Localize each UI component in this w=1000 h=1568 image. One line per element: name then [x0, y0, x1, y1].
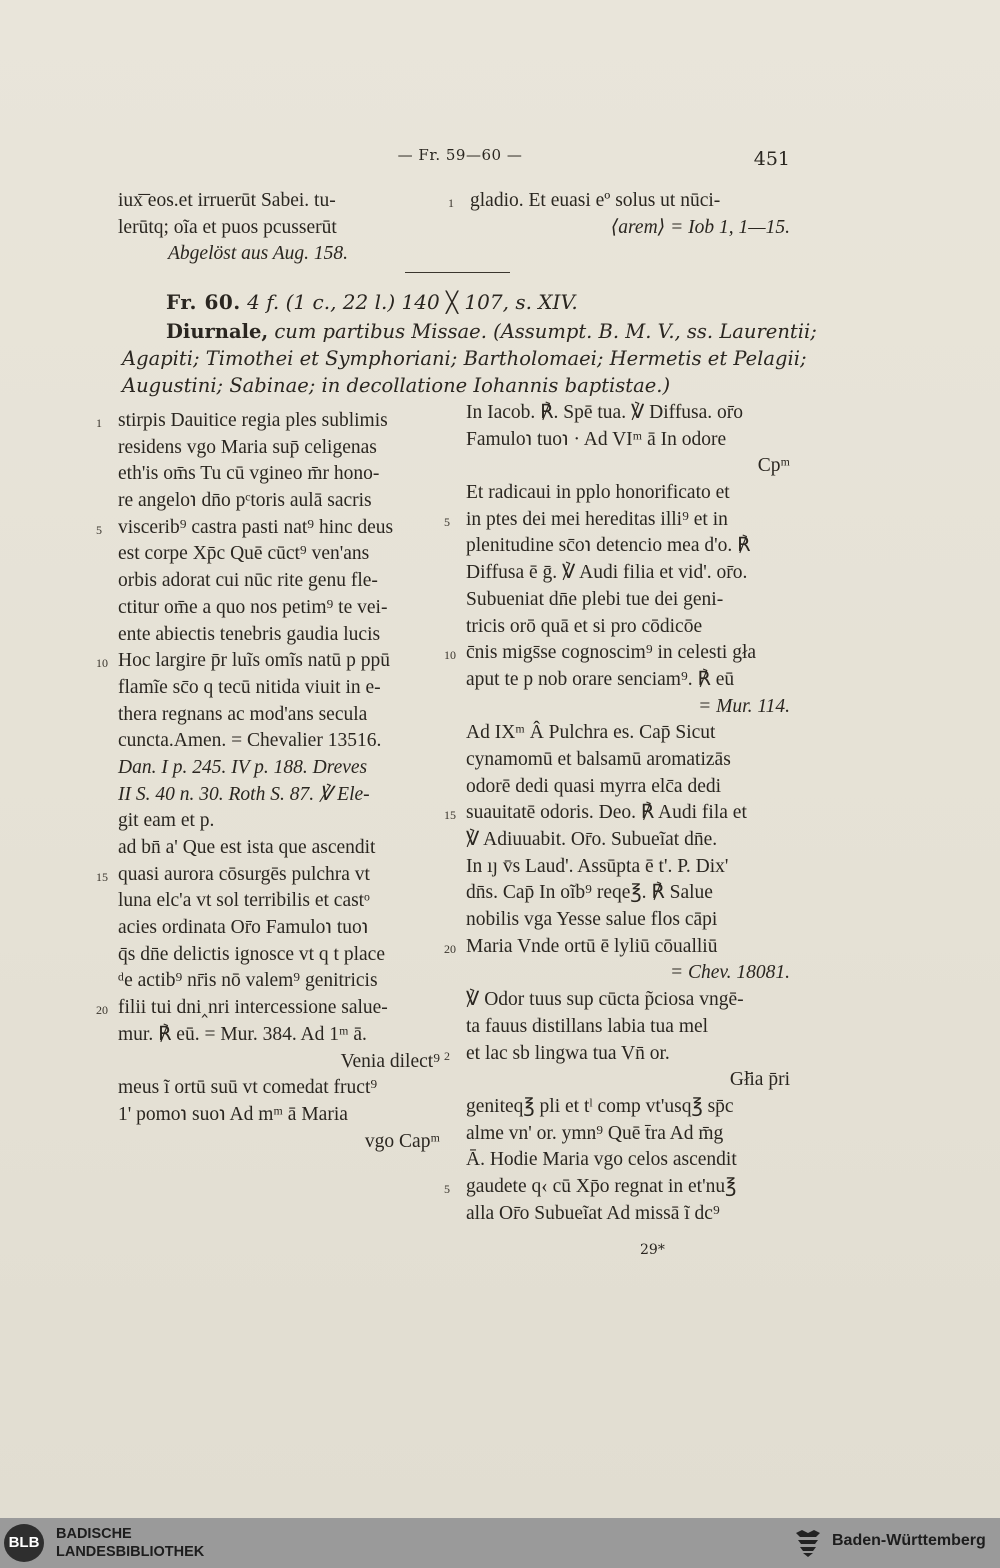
line-text: meus ĩ ortū suū vt comedat fruct⁹	[118, 1077, 378, 1099]
library-name[interactable]: BADISCHE LANDESBIBLIOTHEK	[56, 1526, 205, 1560]
text-line	[444, 800, 790, 827]
line-number: 15	[444, 808, 456, 823]
line-text: odorē dedi quasi myrra elc̄a dedi	[466, 775, 722, 797]
text-line	[444, 934, 790, 961]
line-text: Subueniat dn̄e plebi tue dei geni-	[466, 588, 724, 610]
line-text: Cpᵐ	[757, 455, 790, 477]
text-line	[118, 942, 440, 969]
section-divider	[405, 272, 510, 273]
text-line	[466, 827, 790, 854]
text-line	[466, 774, 790, 801]
text-line	[118, 541, 440, 568]
line-text: In ıȷ v̄s Laud'. Assūpta ē t'. P. Dix'	[466, 855, 729, 877]
text-line	[118, 808, 440, 835]
text-line	[466, 533, 790, 560]
line-text: ta fauus distillans labia tua mel	[466, 1015, 709, 1037]
running-header: — Fr. 59—60 —	[397, 146, 523, 164]
text-line	[96, 408, 440, 435]
line-text: ad bn̄ a' Que est ista que ascendit	[118, 837, 376, 858]
top-left-block	[118, 188, 440, 268]
line-text: filii tui dni‸nri intercessione salue-	[118, 997, 388, 1019]
line-text: = Mur. 114.	[698, 695, 790, 717]
text-line	[444, 640, 790, 667]
line-text: eth'is om̄s Tu cū vgineo m̄r hono-	[118, 463, 380, 485]
fragment-description	[122, 318, 817, 399]
line-text: Maria Vnde ortū ē lyliū cōualliū	[466, 935, 718, 957]
line-number: 10	[444, 648, 456, 663]
text-line	[466, 960, 790, 987]
top-right-block	[448, 188, 790, 241]
line-text: In Iacob. ℟. Spē tua. ℣ Diffusa. or̄o	[466, 402, 744, 423]
text-line	[118, 755, 440, 782]
footer-bar	[0, 1518, 1000, 1568]
line-text: Hoc largire p̄r luĩs omĩs natū p ppū	[118, 650, 391, 672]
line-text: suauitatē odoris. Deo. ℟ Audi fila et	[466, 802, 747, 824]
line-text: luna elc'a vt sol terribilis et castᵒ	[118, 890, 370, 912]
text-line	[466, 1094, 790, 1121]
desc-line: Augustini; Sabinae; in decollatione Iohannis baptistae.)	[122, 374, 671, 397]
text-line	[444, 1174, 790, 1201]
text-line	[118, 702, 440, 729]
line-text: Famulo℩ tuo℩ · Ad VIᵐ ā In odore	[466, 428, 727, 450]
line-text: git eam et p.	[118, 810, 215, 832]
line-text: cynamomū et balsamū aromatizās	[466, 748, 731, 770]
text-line	[466, 907, 790, 934]
line-text: II S. 40 n. 30. Roth S. 87. ℣ Ele-	[118, 783, 370, 805]
text-line	[96, 648, 440, 675]
text-line	[466, 480, 790, 507]
right-column	[444, 400, 790, 1227]
line-text: in ptes dei mei hereditas illi⁹ et in	[466, 508, 728, 530]
text-line	[466, 1121, 790, 1148]
text-line	[118, 675, 440, 702]
text-line	[466, 747, 790, 774]
line-text: 1' pomo℩ suo℩ Ad mᵐ ā Maria	[118, 1103, 348, 1125]
line-text: tricis orō quā et si pro cōdicōe	[466, 615, 703, 637]
line-text: Dan. I p. 245. IV p. 188. Dreves	[118, 756, 368, 778]
text-line	[466, 854, 790, 881]
text-line	[466, 1014, 790, 1041]
text-line	[118, 1129, 440, 1156]
line-text: residens vgo Maria sup̄ celigenas	[118, 436, 377, 458]
text-line	[444, 507, 790, 534]
blb-logo-icon[interactable]: BLB	[4, 1524, 44, 1562]
text-line: lerūtq; oĩa et puos pcusserūt	[118, 216, 337, 238]
coat-of-arms-icon	[792, 1527, 824, 1559]
text-line	[118, 1102, 440, 1129]
text-line	[466, 560, 790, 587]
text-line	[118, 1022, 440, 1049]
line-text: plenitudine sc̄o℩ detencio mea d'o. ℟	[466, 535, 751, 557]
line-text: thera regnans ac mod'ans secula	[118, 703, 368, 725]
text-line	[118, 435, 440, 462]
line-number: 5	[444, 1181, 450, 1196]
text-line	[466, 987, 790, 1014]
text-line: ⟨arem⟩ = Iob 1, 1—15.	[610, 216, 790, 238]
text-line	[466, 1147, 790, 1174]
line-text: ℣ Adiuuabit. Or̄o. Subueĩat dn̄e.	[466, 829, 718, 850]
text-line	[466, 614, 790, 641]
line-text: Diffusa ē ḡ. ℣ Audi filia et vid'. or̄o.	[466, 562, 748, 584]
text-line	[466, 720, 790, 747]
line-number: 5	[96, 522, 102, 537]
line-number: 1	[448, 196, 454, 210]
line-text: viscerib⁹ castra pasti nat⁹ hinc deus	[118, 516, 394, 538]
text-line	[466, 880, 790, 907]
line-text: Et radicaui in pplo honorificato et	[466, 482, 730, 504]
line-text: gaudete q‹ cū Xp̄o regnat in et'nu℥	[466, 1175, 737, 1197]
line-text: ℣ Odor tuus sup cūcta p̃ciosa vngē-	[466, 989, 744, 1011]
line-text: nobilis vga Yesse salue flos cāpi	[466, 909, 718, 931]
line-text: quasi aurora cōsurgēs pulchra vt	[118, 863, 370, 885]
text-line	[96, 995, 440, 1022]
text-line	[118, 728, 440, 755]
text-line	[118, 782, 440, 809]
state-name[interactable]: Baden-Württemberg	[832, 1532, 986, 1549]
line-number: 1	[96, 416, 102, 430]
line-text: ctitur om̄e a quo nos petim⁹ te vei-	[118, 596, 388, 618]
line-text: Ā. Hodie Maria vgo celos ascendit	[466, 1149, 737, 1171]
text-line	[96, 862, 440, 889]
line-text: Venia dilect⁹	[340, 1050, 440, 1072]
text-line	[118, 888, 440, 915]
text-line	[118, 835, 440, 862]
left-column	[96, 408, 440, 1155]
text-line	[118, 1075, 440, 1102]
page-number: 451	[753, 148, 790, 170]
text-line: iux͞ eos.et irruerūt Sabei. tu-	[118, 190, 336, 211]
fragment-heading	[166, 290, 578, 314]
text-line	[118, 488, 440, 515]
line-text: et lac sb lingwa tua Vn̄ or.	[466, 1042, 670, 1064]
desc-line: Agapiti; Timothei et Symphoriani; Bartholomaei; Hermetis et Pelagii;	[122, 347, 807, 370]
line-number: 20	[444, 941, 456, 956]
line-text: vgo Capᵐ	[364, 1130, 440, 1152]
text-line	[466, 694, 790, 721]
text-line	[118, 568, 440, 595]
line-text: aput te p nob orare senciam⁹. ℟ eū	[466, 668, 735, 690]
text-line	[466, 453, 790, 480]
signature-mark: 29*	[640, 1242, 665, 1258]
text-line	[118, 1049, 440, 1076]
text-line	[466, 400, 790, 427]
line-number: 10	[96, 656, 108, 671]
line-number: 15	[96, 869, 108, 884]
line-text: est corpe Xp̄c Quē cūct⁹ ven'ans	[118, 543, 370, 565]
text-line	[466, 667, 790, 694]
line-text: c̄nis migs̄se cognoscim⁹ in celesti gła	[466, 642, 757, 664]
text-line	[466, 587, 790, 614]
text-line	[118, 595, 440, 622]
line-text: alme vn' or. ymn⁹ Quē t̄ra Ad m̄g	[466, 1122, 724, 1144]
text-line	[444, 1041, 790, 1068]
text-line: Abgelöst aus Aug. 158.	[168, 243, 349, 265]
line-text: = Chev. 18081.	[669, 962, 790, 984]
line-text: flamĩe sc̄o q tecū nitida viuit in e-	[118, 676, 381, 698]
text-line: 1 gladio. Et euasi eº solus ut nūci-	[470, 188, 790, 215]
text-line	[118, 968, 440, 995]
line-number: 20	[96, 1003, 108, 1018]
text-line	[118, 622, 440, 649]
line-text: alla Or̄o Subueĩat Ad missā ĩ dc⁹	[466, 1202, 720, 1224]
fragment-number: Fr. 60.	[166, 290, 241, 314]
line-text: dn̄s. Cap̄ In oĩb⁹ reqe℥. ℟ Salue	[466, 882, 713, 904]
line-text: mur. ℟ eū. = Mur. 384. Ad 1ᵐ ā.	[118, 1023, 367, 1045]
line-text: re angelo℩ dn̄o pᶜtoris aulā sacris	[118, 490, 372, 512]
line-text: Ad IXᵐ Â Pulchra es. Cap̄ Sicut	[466, 722, 716, 744]
text-line	[118, 915, 440, 942]
line-text: acies ordinata Or̄o Famulo℩ tuo℩	[118, 917, 369, 939]
fragment-details: 4 f. (1 c., 22 l.) 140 ╳ 107, s. XIV.	[247, 290, 578, 314]
desc-line: Diurnale, cum partibus Missae. (Assumpt. B. M. V., ss. Laurentii;	[166, 320, 817, 343]
line-text: orbis adorat cui nūc rite genu fle-	[118, 570, 378, 592]
text-line	[118, 461, 440, 488]
text-line	[466, 1201, 790, 1228]
line-text: cuncta.Amen. = Chevalier 13516.	[118, 730, 382, 752]
text-line	[96, 515, 440, 542]
text-line	[466, 427, 790, 454]
line-text: geniteq℥ pli et tˡ comp vt'usq℥ sp̄c	[466, 1095, 734, 1117]
line-text: stirpis Dauitice regia ples sublimis	[118, 410, 388, 431]
line-text: ente abiectis tenebris gaudia lucis	[118, 623, 381, 645]
line-text: Gł̄ia p̄ri	[729, 1069, 790, 1091]
line-text: ᵈe actib⁹ nr̄is nō valem⁹ genitricis	[118, 970, 378, 992]
line-number: 5	[444, 514, 450, 529]
text-line	[466, 1067, 790, 1094]
line-number: 2	[444, 1048, 450, 1063]
line-text: q̄s dn̄e delictis ignosce vt q t place	[118, 943, 385, 965]
